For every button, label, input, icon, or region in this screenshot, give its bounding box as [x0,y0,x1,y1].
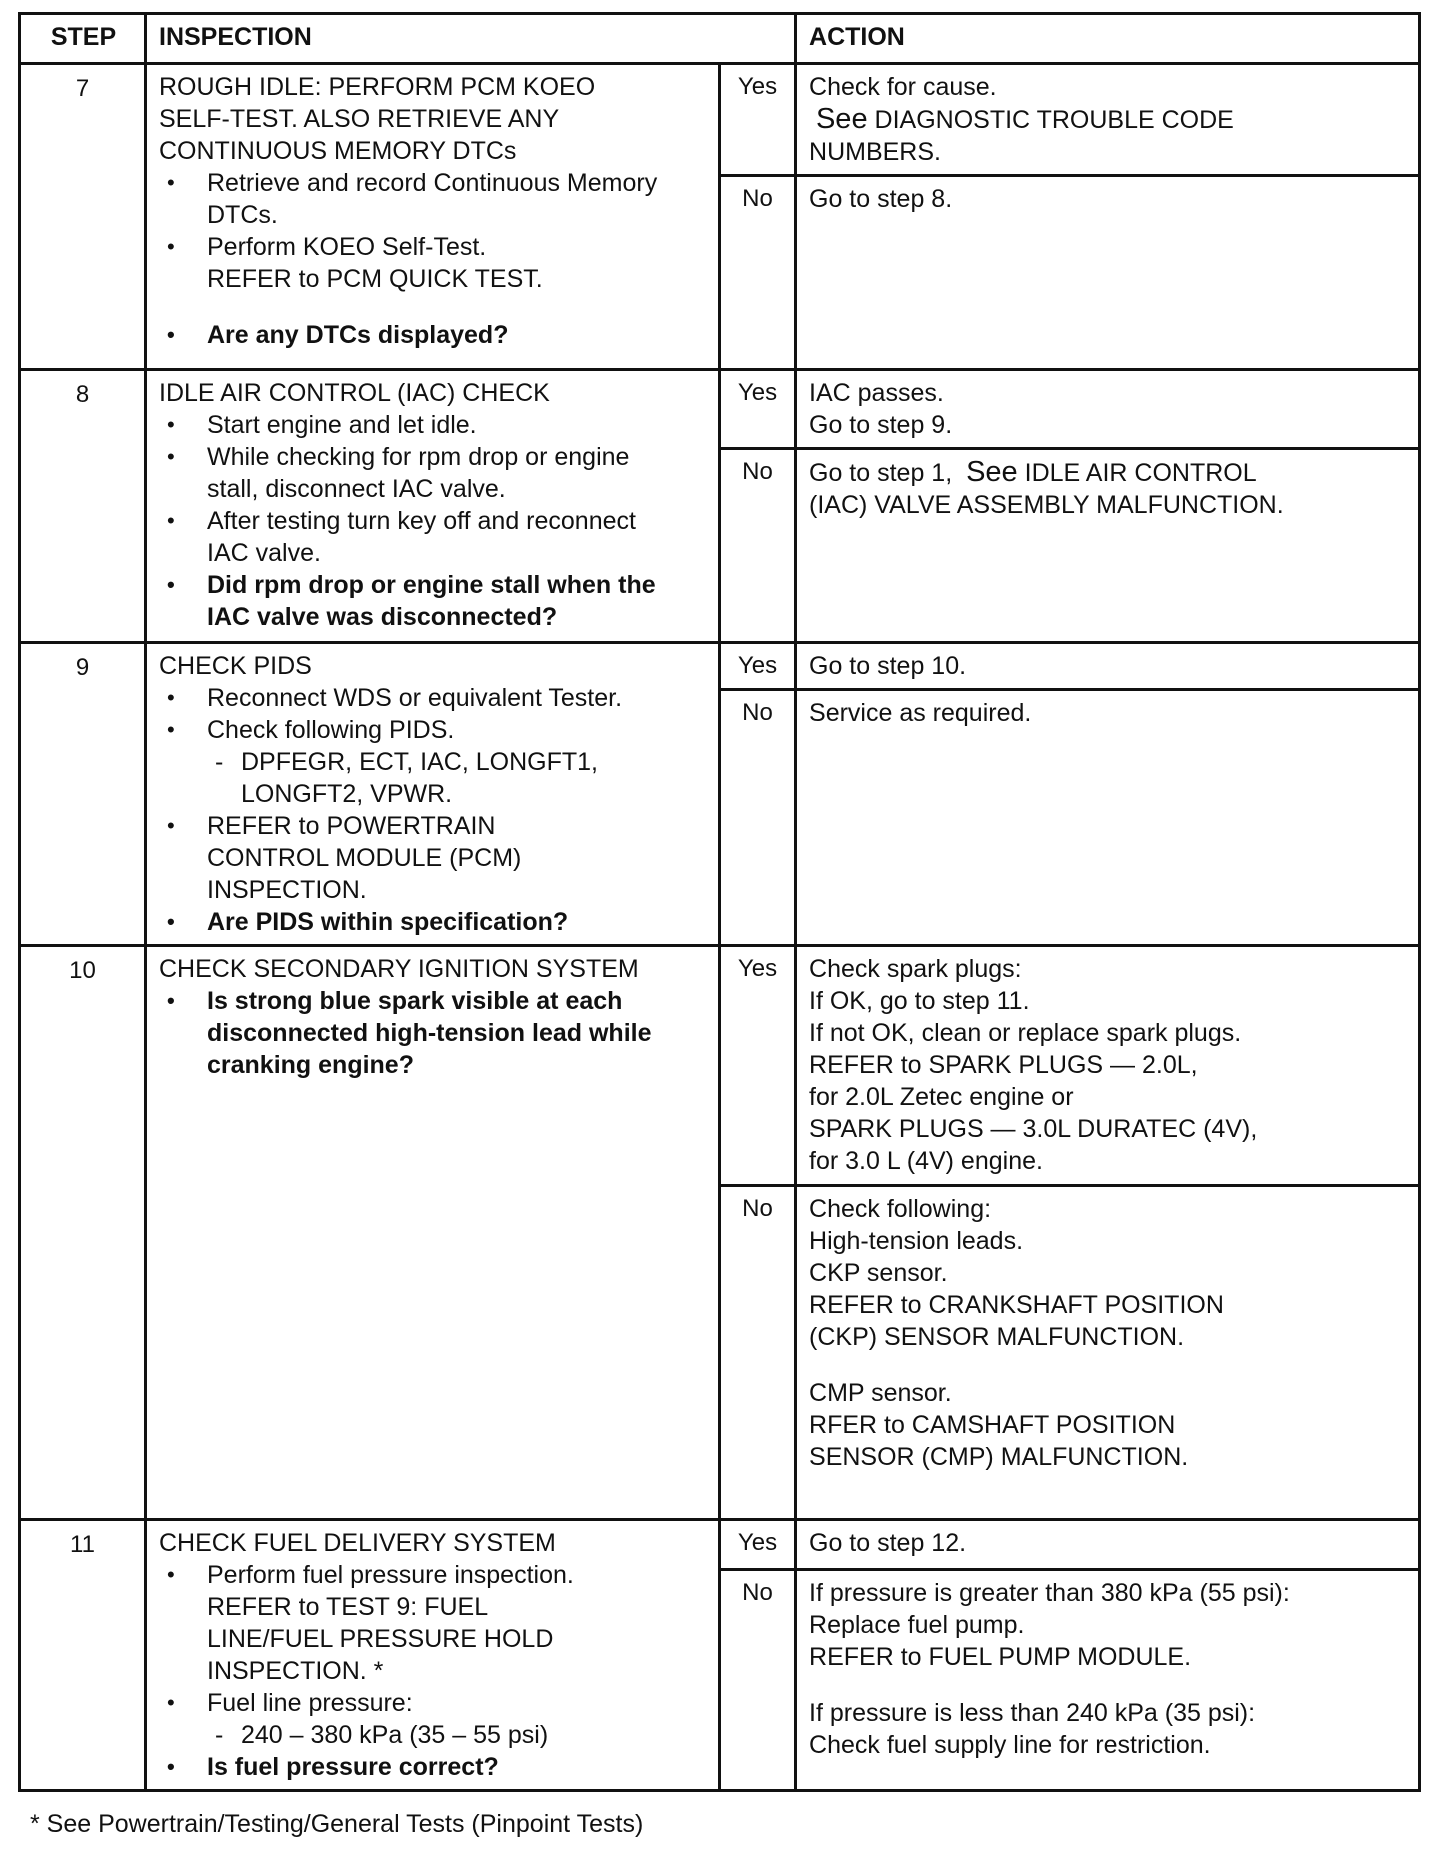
inspection-title: CHECK FUEL DELIVERY SYSTEM [159,1529,556,1557]
inspection-cell [146,643,720,946]
action-no: Go to step 8. [796,176,1420,370]
inspection-title: ROUGH IDLE: PERFORM PCM KOEO [159,73,596,101]
inspection-bullet: • Reconnect WDS or equivalent Tester. [159,682,710,714]
action-yes: IAC passes. Go to step 9. [796,370,1420,449]
inspection-title: IDLE AIR CONTROL (IAC) CHECK [159,379,550,407]
inspection-cell [146,946,720,1520]
table-row-step-10 [20,946,1420,1186]
diagnostic-table-sheet [18,12,1418,1792]
diagnostic-table [18,12,1421,1792]
step-number: 10 [20,946,146,1520]
inspection-subitem: - DPFEGR, ECT, IAC, LONGFT1, LONGFT2, VPWR. [159,746,710,810]
inspection-question: • Are PIDS within specification? [159,906,710,938]
step-number: 7 [20,64,146,370]
header-action: ACTION [796,14,1420,64]
table-row-step-11 [20,1520,1420,1570]
no-label: No [720,1186,796,1520]
action-no: Service as required. [796,690,1420,946]
yes-label: Yes [720,64,796,176]
inspection-question: • Are any DTCs displayed? [159,319,710,351]
inspection-bullet: • After testing turn key off and reconnect IAC valve. [159,505,710,569]
inspection-title: CONTINUOUS MEMORY DTCs [159,137,517,165]
inspection-cell [146,1520,720,1791]
yes-label: Yes [720,946,796,1186]
yes-label: Yes [720,1520,796,1570]
inspection-subitem: - 240 – 380 kPa (35 – 55 psi) [159,1719,710,1751]
no-label: No [720,449,796,643]
no-label: No [720,1569,796,1790]
footnote: * See Powertrain/Testing/General Tests (Pinpoint Tests) [30,1810,644,1838]
table-row-step-9 [20,643,1420,690]
action-no: Go to step 1, See IDLE AIR CONTROL (IAC) VALVE ASSEMBLY MALFUNCTION. [796,449,1420,643]
yes-label: Yes [720,643,796,690]
inspection-bullet: • Retrieve and record Continuous Memory DTCs. [159,167,710,231]
inspection-bullet: • Perform KOEO Self-Test. REFER to PCM QUICK TEST. [159,231,710,295]
step-number: 9 [20,643,146,946]
action-yes: Go to step 12. [796,1520,1420,1570]
no-label: No [720,176,796,370]
inspection-question: • Did rpm drop or engine stall when the IAC valve was disconnected? [159,569,710,633]
inspection-cell [146,64,720,370]
step-number: 8 [20,370,146,643]
step-number: 11 [20,1520,146,1791]
yes-label: Yes [720,370,796,449]
inspection-title: CHECK SECONDARY IGNITION SYSTEM [159,955,639,983]
inspection-bullet: • While checking for rpm drop or engine stall, disconnect IAC valve. [159,441,710,505]
inspection-bullet: • Fuel line pressure: [159,1687,710,1719]
inspection-bullet: • Check following PIDS. [159,714,710,746]
no-label: No [720,690,796,946]
action-yes: Check spark plugs: If OK, go to step 11. If not OK, clean or replace spark plugs. REFER to SPARK PLUGS — 2.0L, for 2.0L Zetec engine or SPARK PLUGS — 3.0L DURATEC (4V), for 3.0 L (4V) engine. [796,946,1420,1186]
header-inspection: INSPECTION [146,14,796,64]
inspection-bullet: • REFER to POWERTRAIN CONTROL MODULE (PCM) INSPECTION. [159,810,710,906]
inspection-cell [146,370,720,643]
header-row [20,14,1420,64]
action-yes: Check for cause. See DIAGNOSTIC TROUBLE CODE NUMBERS. [796,64,1420,176]
action-no: Check following: High-tension leads. CKP sensor. REFER to CRANKSHAFT POSITION (CKP) SENSOR MALFUNCTION. CMP sensor. RFER to CAMSHAFT POSITION SENSOR (CMP) MALFUNCTION. [796,1186,1420,1520]
table-row-step-7 [20,64,1420,176]
inspection-bullet: • Start engine and let idle. [159,409,710,441]
inspection-bullet: • Perform fuel pressure inspection. REFER to TEST 9: FUEL LINE/FUEL PRESSURE HOLD INSPECTION. * [159,1559,710,1687]
inspection-title: SELF-TEST. ALSO RETRIEVE ANY [159,105,560,133]
inspection-question: • Is fuel pressure correct? [159,1751,710,1783]
inspection-title: CHECK PIDS [159,652,312,680]
action-yes: Go to step 10. [796,643,1420,690]
inspection-question: • Is strong blue spark visible at each disconnected high-tension lead while cranking engine? [159,985,710,1081]
header-step: STEP [20,14,146,64]
action-no: If pressure is greater than 380 kPa (55 psi): Replace fuel pump. REFER to FUEL PUMP MODULE. If pressure is less than 240 kPa (35 psi): Check fuel supply line for restriction. [796,1569,1420,1790]
table-row-step-8 [20,370,1420,449]
